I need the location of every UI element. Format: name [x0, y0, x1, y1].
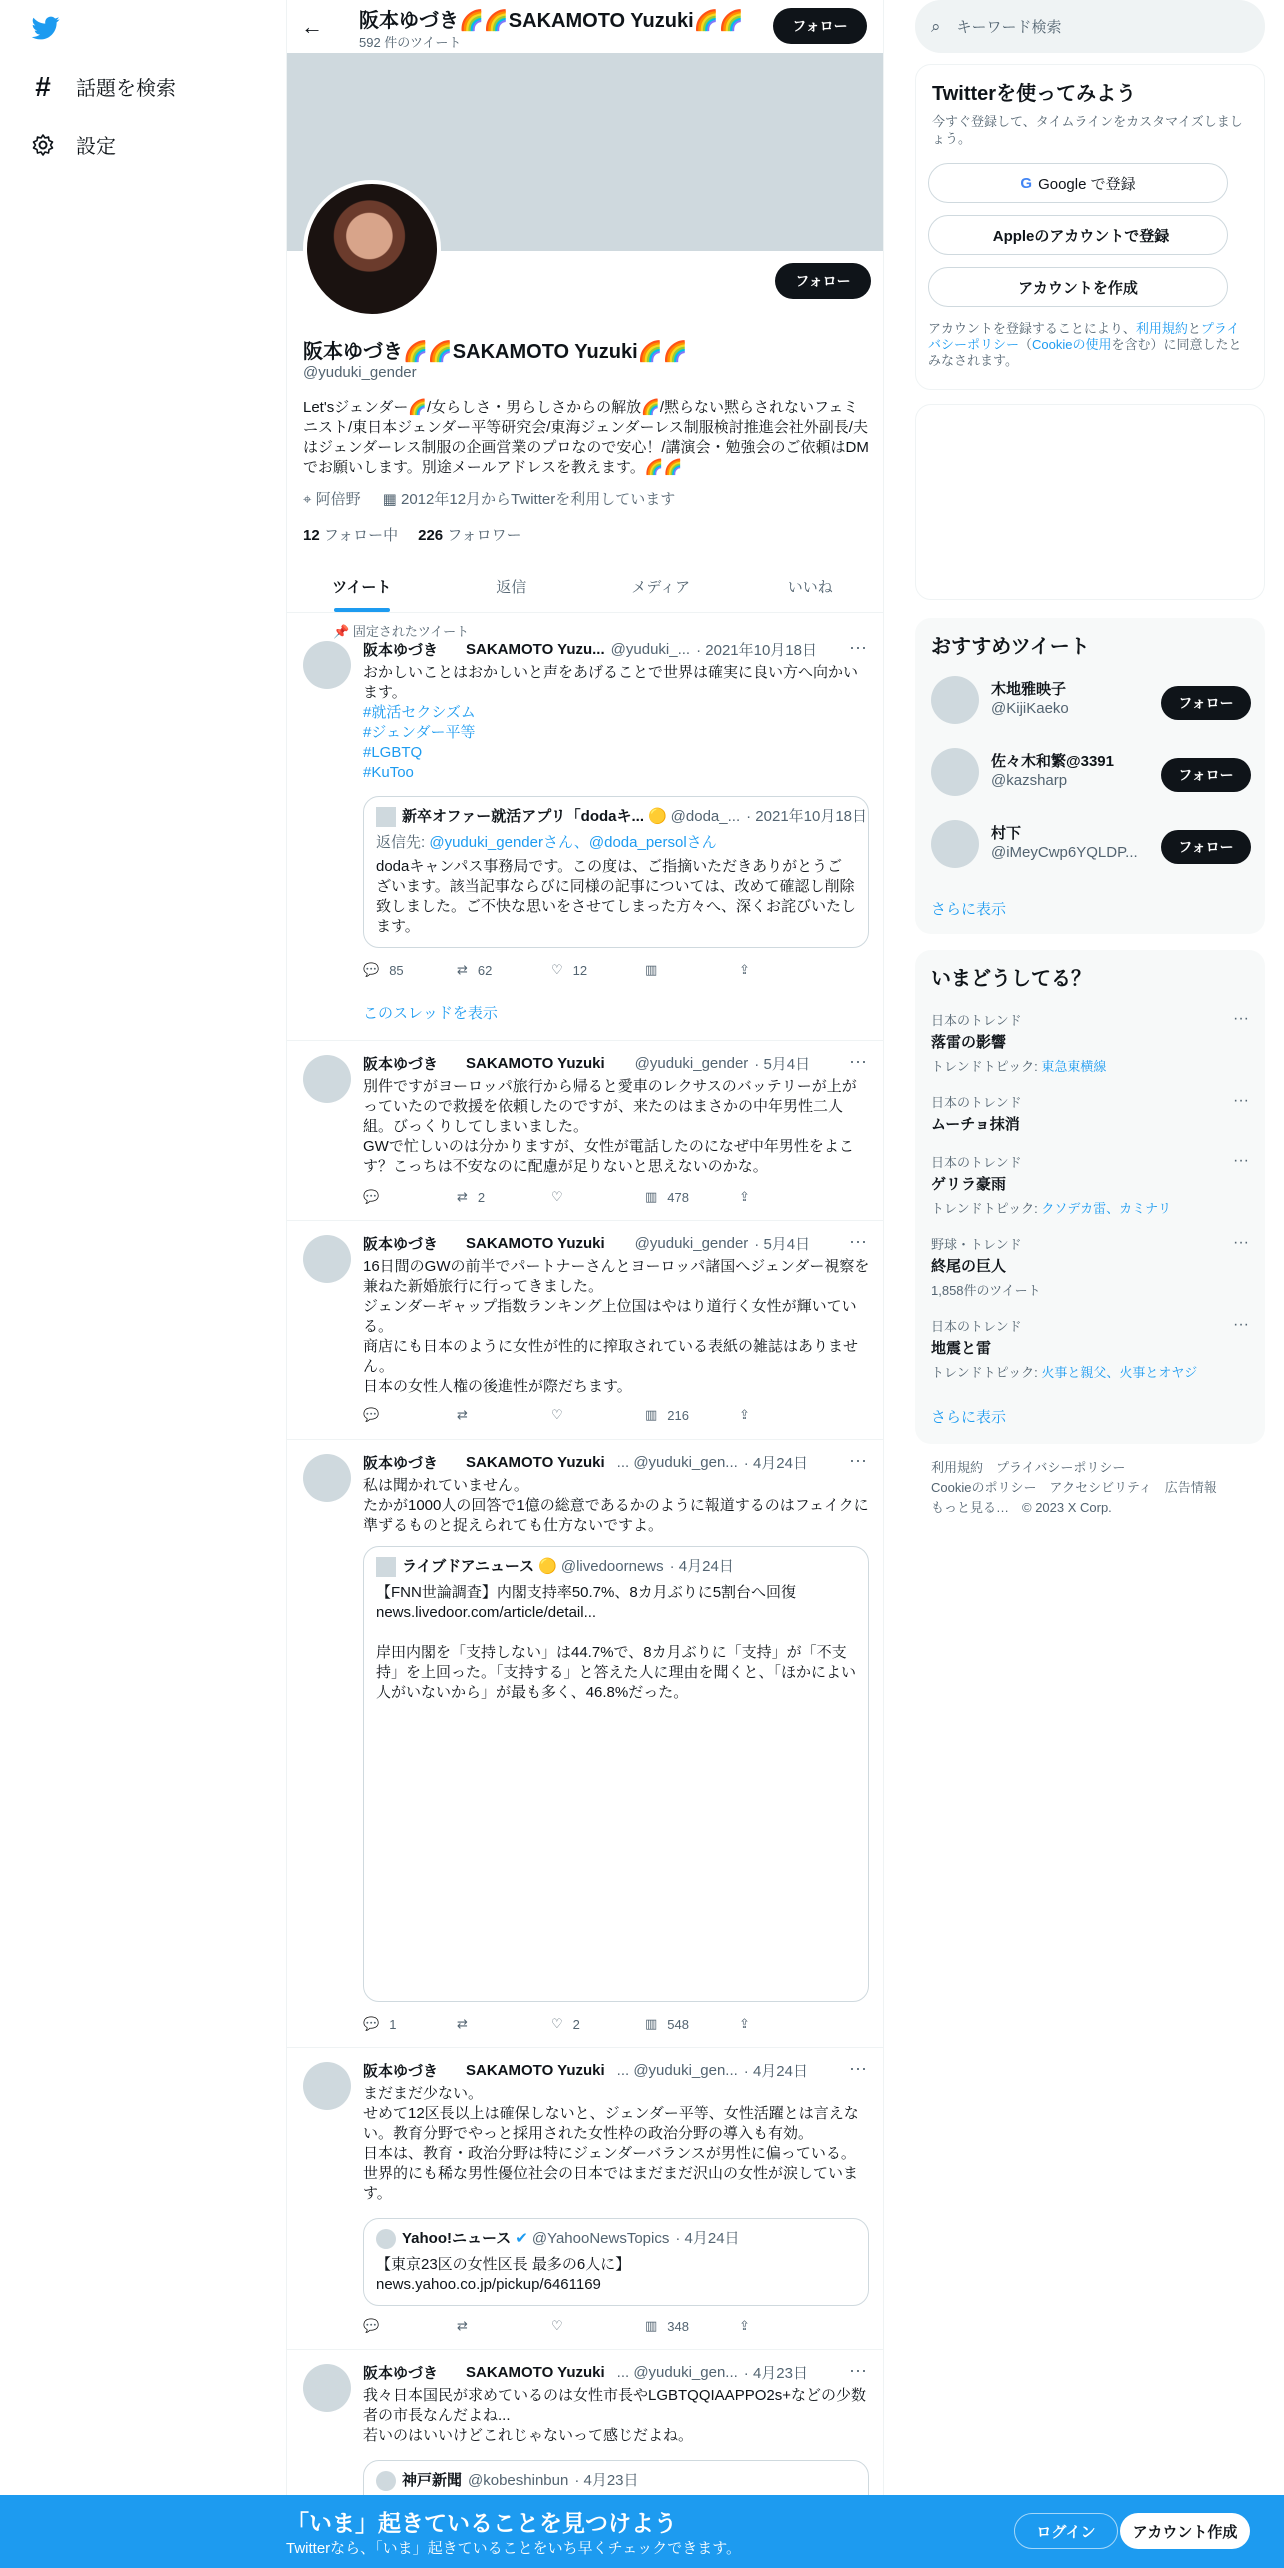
legal-text: アカウントを登録することにより、	[928, 321, 1136, 336]
profile-meta	[303, 488, 675, 509]
privacy-link[interactable]: プライバシーポリシー	[928, 321, 1240, 352]
signup-subtitle: 今すぐ登録して、タイムラインをカスタマイズしましょう。	[932, 114, 1243, 146]
profile-name: 阪本ゆづき🌈🌈SAKAMOTO Yuzuki🌈🌈	[303, 341, 688, 363]
show-more-link[interactable]: さらに表示	[931, 1409, 1007, 1426]
like-button[interactable]	[551, 1407, 645, 1423]
quote-date: · 2021年10月18日	[746, 808, 868, 825]
quote-text: dodaキャンパス事務局です。この度は、ご指摘いただきありがとうございます。該当記事ならびに同様の記事については、改めて確認し削除致しました。ご不快な思いをさせてしまった方々へ、深くお詫びいたします。	[376, 858, 857, 935]
profile-follow-stats	[303, 524, 522, 545]
author-name-2[interactable]: SAKAMOTO Yuzuki	[466, 1454, 605, 1471]
recommend-title: おすすめツイート	[931, 636, 1090, 658]
reply-button[interactable]	[363, 962, 457, 978]
more-icon[interactable]: ···	[1233, 1092, 1249, 1109]
like-button[interactable]	[551, 2016, 645, 2032]
profile-bio: Let'sジェンダー🌈/女らしさ・男らしさからの解放🌈/黙らない黙らされないフェミニスト/東日本ジェンダー平等研究会/東海ジェンダーレス制服検討推進会社外副長/夫はジェンダーレス制服の企画営業のプロなので安心！/講演会・勉強会のご依頼はDMでお願いします。別途メールアドレスを教えます。🌈🌈	[303, 399, 869, 476]
tweet-header	[363, 1452, 849, 1473]
user-handle: @kazsharp	[991, 772, 1068, 789]
retweet-button[interactable]	[457, 2318, 551, 2334]
follow-button[interactable]: フォロー	[775, 263, 871, 299]
author-name[interactable]: 阪本ゆづき	[363, 1236, 439, 1253]
signup-button[interactable]: アカウント作成	[1120, 2513, 1250, 2549]
bar-chart-icon: ▥	[645, 2318, 658, 2333]
terms-link[interactable]: 利用規約	[1135, 321, 1188, 336]
trend-topic-link[interactable]: 火事と親父、火事とオヤジ	[1041, 1365, 1198, 1380]
tweet-date[interactable]: · 5月4日	[754, 1056, 811, 1073]
quote-author: Yahoo!ニュース	[402, 2230, 512, 2247]
reply-button[interactable]	[363, 1189, 457, 1205]
tweet-date[interactable]: · 4月24日	[743, 1455, 808, 1472]
like-button[interactable]	[551, 962, 645, 978]
retweet-icon: ⇄	[457, 2016, 468, 2031]
quote-author: ライブドアニュース	[402, 1558, 535, 1575]
cookie-link[interactable]: Cookieの使用	[1032, 337, 1112, 352]
avatar[interactable]	[931, 676, 979, 724]
tweet-text: 16日間のGWの前半でパートナーさんとヨーロッパ諸国へジェンダー視察を兼ねた新婚旅行に行ってきました。 ジェンダーギャップ指数ランキング上位国はやはり道行く女性が輝いている。 商店にも日本のように女性が性的に搾取されている表紙の雑誌はありません。 日本の女性人権の後進性が際だちます。	[363, 1258, 870, 1395]
trend-context: 日本のトレンド	[931, 1095, 1022, 1110]
avatar[interactable]	[303, 1235, 351, 1283]
retweet-icon: ⇄	[457, 2318, 468, 2333]
author-name[interactable]: 阪本ゆづき	[363, 2365, 439, 2382]
signup-bottom-bar	[0, 2495, 1284, 2568]
quoted-tweet[interactable]	[363, 2218, 869, 2306]
legal-and: と	[1187, 321, 1201, 336]
reply-prefix: 返信先:	[376, 834, 430, 851]
user-handle: @iMeyCwp6YQLDP...	[991, 844, 1138, 861]
trend-topic-link[interactable]: 東急東横線	[1041, 1059, 1107, 1074]
google-signup-label: Google で登録	[1038, 175, 1136, 193]
reply-count: 85	[389, 962, 404, 978]
share-icon[interactable]: ⇪	[739, 2016, 750, 2031]
heart-icon: ♡	[551, 1189, 563, 1204]
trend-title: ムーチョ抹消	[931, 1116, 1020, 1133]
retweet-button[interactable]	[457, 1407, 551, 1423]
quote-handle: @doda_...	[670, 808, 741, 825]
following-count: 12	[303, 527, 320, 544]
footer-line[interactable]: もっと見る… © 2023 X Corp.	[931, 1500, 1112, 1515]
more-icon[interactable]: ···	[849, 637, 867, 657]
more-icon[interactable]: ···	[1233, 1152, 1249, 1169]
tweet-actions	[363, 2318, 803, 2334]
quote-author: 新卒オファー就活アプリ「dodaキ...	[402, 808, 644, 825]
location-text: 阿倍野	[315, 491, 361, 508]
views-button[interactable]	[645, 2318, 739, 2334]
avatar[interactable]	[931, 748, 979, 796]
apple-signup-label: Appleのアカウントで登録	[992, 227, 1170, 245]
trend-sub	[931, 1198, 1249, 1217]
back-arrow-icon[interactable]: ←	[301, 14, 323, 39]
trend-item[interactable]	[931, 1152, 1249, 1217]
verified-badge-icon: 🟡	[647, 808, 667, 825]
views-button[interactable]	[645, 1407, 739, 1423]
signup-legal	[928, 321, 1248, 369]
author-name[interactable]: 阪本ゆづき	[363, 1056, 439, 1073]
profile-avatar[interactable]	[303, 180, 441, 318]
trend-sub	[931, 1362, 1249, 1381]
user-name: 木地雅映子	[991, 681, 1067, 698]
view-count: 216	[667, 1407, 689, 1423]
followers-label: フォロワー	[447, 527, 522, 544]
hashtag-link[interactable]: #ジェンダー平等	[363, 724, 476, 741]
signup-card	[915, 64, 1265, 390]
gear-icon	[30, 132, 56, 158]
tab-replies[interactable]: 返信	[496, 578, 527, 596]
user-name: 村下	[991, 825, 1022, 842]
show-thread-link[interactable]: このスレッドを表示	[363, 1005, 498, 1022]
views-button[interactable]	[645, 962, 739, 978]
quote-avatar	[376, 2229, 396, 2249]
nav-explore-label: 話題を検索	[76, 78, 176, 100]
heart-icon: ♡	[551, 2318, 563, 2333]
trends-card	[915, 950, 1265, 1444]
more-icon[interactable]: ···	[849, 1231, 867, 1251]
author-handle[interactable]: ... @yuduki_gen...	[616, 2062, 738, 2079]
quote-header	[376, 2229, 740, 2249]
bar-chart-icon: ▥	[645, 962, 658, 977]
profile-handle: @yuduki_gender	[303, 364, 417, 381]
more-icon[interactable]: ···	[849, 2058, 867, 2078]
avatar[interactable]	[303, 1055, 351, 1103]
share-icon[interactable]: ⇪	[739, 1189, 750, 1204]
signup-title: Twitterを使ってみよう	[932, 83, 1137, 105]
quote-text: 【東京23区の女性区長 最多の6人に】 news.yahoo.co.jp/pickup/6461169	[376, 2256, 631, 2293]
trend-title: 落雷の影響	[931, 1034, 1007, 1051]
author-name[interactable]: 阪本ゆづき	[363, 642, 439, 659]
trend-title: 終尾の巨人	[931, 1258, 1007, 1275]
reply-button[interactable]	[363, 2016, 457, 2032]
views-button[interactable]	[645, 2016, 739, 2032]
quote-handle: @kobeshinbun	[468, 2472, 569, 2489]
retweet-icon: ⇄	[457, 962, 468, 977]
tweet-text: 別件ですがヨーロッパ旅行から帰ると愛車のレクサスのバッテリーが上がっていたので救援を依頼したのですが、来たのはまさかの中年男性二人組。びっくりしてしまいました。 GWで忙しいのは分かりますが、女性が電話したのになぜ中年男性をよこす？こっちは不安なのに配慮が足りないと思えないのかな。	[363, 1078, 857, 1175]
author-name[interactable]: 阪本ゆづき	[363, 2063, 439, 2080]
tweet-text: 我々日本国民が求めているのは女性市長やLGBTQQIAAPPO2s+などの少数者の市長なんだよね... 若いのはいいけどこれじゃないって感じだよね。	[363, 2387, 866, 2444]
tweet-actions	[363, 1189, 803, 1205]
legal-paren: （	[1019, 337, 1033, 352]
trend-title: 地震と雷	[931, 1340, 992, 1357]
tweet[interactable]	[287, 1041, 884, 1221]
profile-tabs	[287, 560, 884, 613]
reply-button[interactable]	[363, 2318, 457, 2334]
retweet-icon: ⇄	[457, 1189, 468, 1204]
tweet-header	[363, 2060, 849, 2081]
author-name-2[interactable]: SAKAMOTO Yuzuki	[466, 2364, 605, 2381]
user-name: 佐々木和繁@3391	[991, 753, 1114, 770]
pin-icon: 📌	[333, 624, 353, 639]
apple-signup-button[interactable]	[928, 215, 1228, 255]
quote-date: · 4月24日	[675, 2230, 740, 2247]
follow-button[interactable]: フォロー	[1161, 758, 1251, 792]
author-name-2[interactable]: SAKAMOTO Yuzu...	[466, 641, 605, 658]
profile-location	[303, 488, 361, 509]
share-icon[interactable]: ⇪	[739, 962, 750, 977]
trend-context: 日本のトレンド	[931, 1155, 1022, 1170]
quote-reply-line	[376, 833, 717, 853]
login-button[interactable]: ログイン	[1014, 2513, 1118, 2549]
author-handle[interactable]: ... @yuduki_gen...	[616, 2364, 738, 2381]
avatar[interactable]	[303, 641, 351, 689]
author-handle[interactable]: @yuduki_gender	[634, 1235, 749, 1252]
like-count: 2	[572, 2016, 580, 2032]
quote-handle: @livedoornews	[560, 1558, 664, 1575]
view-count: 548	[667, 2016, 689, 2032]
profile-joined	[383, 488, 676, 509]
footer-links	[931, 1458, 1217, 1518]
retweet-count: 2	[477, 1189, 486, 1205]
tweet-header	[363, 639, 849, 660]
author-name-2[interactable]: SAKAMOTO Yuzuki	[466, 1235, 605, 1252]
tweet[interactable]	[287, 2048, 884, 2350]
tweet-date[interactable]: · 4月24日	[743, 2063, 808, 2080]
more-icon[interactable]: ···	[1233, 1316, 1249, 1333]
heart-icon: ♡	[551, 1407, 563, 1422]
google-signup-button[interactable]	[928, 163, 1228, 203]
like-button[interactable]	[551, 2318, 645, 2334]
trends-title: いまどうしてる？	[931, 968, 1091, 990]
more-icon[interactable]: ···	[849, 2360, 867, 2380]
quote-header	[376, 1557, 734, 1577]
create-account-button[interactable]: アカウントを作成	[928, 267, 1228, 307]
trend-item[interactable]	[931, 1092, 1249, 1134]
quote-avatar	[376, 1557, 396, 1577]
quote-header	[376, 2471, 639, 2491]
main-column	[286, 0, 884, 2568]
follow-button[interactable]: フォロー	[1161, 686, 1251, 720]
author-name[interactable]: 阪本ゆづき	[363, 1455, 439, 1472]
view-count: 348	[667, 2318, 689, 2334]
author-handle[interactable]: @yuduki_gender	[634, 1055, 749, 1072]
quote-avatar	[376, 2471, 396, 2491]
hashtag-icon: #	[35, 70, 51, 102]
tweet-header	[363, 2362, 849, 2383]
followers-link[interactable]	[418, 524, 521, 545]
quote-avatar	[376, 807, 396, 827]
legal-text-2: を含む）に同意したとみなされます。	[928, 337, 1242, 368]
hashtag-link[interactable]: #就活セクシズム	[363, 704, 476, 721]
tweet-date[interactable]: · 4月23日	[743, 2365, 808, 2382]
avatar[interactable]	[303, 1454, 351, 1502]
quoted-tweet[interactable]	[363, 1546, 869, 2002]
tweet-date[interactable]: · 5月4日	[754, 1236, 811, 1253]
trend-context: 日本のトレンド	[931, 1319, 1022, 1334]
footer-line[interactable]: Cookieのポリシー アクセシビリティ 広告情報	[931, 1480, 1217, 1495]
more-icon[interactable]: ···	[849, 1450, 867, 1470]
pinned-label	[333, 621, 469, 640]
verified-badge-icon: 🟡	[538, 1558, 557, 1575]
reply-to-link[interactable]: @yuduki_genderさん、@doda_persolさん	[429, 834, 717, 851]
view-count: 478	[667, 1189, 689, 1205]
follow-button[interactable]: フォロー	[1161, 830, 1251, 864]
hashtag-link[interactable]: #KuToo	[363, 764, 414, 781]
reply-icon: 💬	[363, 962, 380, 977]
avatar[interactable]	[303, 2364, 351, 2412]
footer-line[interactable]: 利用規約 プライバシーポリシー	[931, 1460, 1126, 1475]
trend-context: 野球・トレンド	[931, 1237, 1022, 1252]
like-button[interactable]	[551, 1189, 645, 1205]
recommend-card	[915, 618, 1265, 934]
quote-text: 【FNN世論調査】内閣支持率50.7%、8カ月ぶりに5割台へ回復 news.livedoor.com/article/detail... 岸田内閣を「支持しない」は44.7%で、8カ月ぶりに「支持」が「不支持」を上回った。「支持する」と答えた人に理由を聞くと、「ほかによい人がいないから」が最も多く、46.8%だった。	[376, 1584, 857, 1701]
tweet[interactable]	[287, 1440, 884, 2048]
avatar[interactable]	[931, 820, 979, 868]
trend-item[interactable]	[931, 1010, 1249, 1075]
author-handle[interactable]: ... @yuduki_gen...	[616, 1454, 738, 1471]
reply-icon: 💬	[363, 2016, 380, 2031]
twitter-logo-icon[interactable]	[30, 14, 62, 42]
tweet-date[interactable]: · 2021年10月18日	[696, 642, 817, 659]
hashtag-link[interactable]: #LGBTQ	[363, 744, 423, 761]
joined-text: 2012年12月からTwitterを利用しています	[401, 491, 676, 508]
search-input[interactable]: キーワード検索	[956, 19, 1062, 36]
tweet-pinned[interactable]	[287, 613, 884, 1041]
search-box[interactable]	[915, 0, 1265, 53]
location-pin-icon: ⌖	[303, 491, 312, 508]
header-follow-button[interactable]: フォロー	[773, 8, 867, 44]
trend-item[interactable]	[931, 1234, 1249, 1299]
trend-title: ゲリラ豪雨	[931, 1176, 1007, 1193]
trend-context: 日本のトレンド	[931, 1013, 1022, 1028]
tweet-actions	[363, 962, 803, 978]
tweet[interactable]	[287, 1221, 884, 1440]
reply-icon: 💬	[363, 1189, 380, 1204]
verified-badge-icon: ✔	[515, 2230, 528, 2247]
more-icon[interactable]: ···	[849, 1051, 867, 1071]
quote-author: 神戸新聞	[402, 2472, 463, 2489]
reply-button[interactable]	[363, 1407, 457, 1423]
views-button[interactable]	[645, 1189, 739, 1205]
tweet-text: 私は聞かれていません。 たかが1000人の回答で1億の総意であるかのように報道するのはフェイクに準ずるものと捉えられても仕方ないですよ。	[363, 1477, 869, 1534]
retweet-button[interactable]	[457, 962, 551, 978]
author-name-2[interactable]: SAKAMOTO Yuzuki	[466, 1055, 605, 1072]
share-icon[interactable]: ⇪	[739, 2318, 750, 2333]
tweet-actions	[363, 1407, 803, 1423]
tweet-header	[363, 1233, 849, 1254]
nav-settings[interactable]	[30, 130, 116, 159]
calendar-icon: ▦	[382, 491, 397, 508]
recommend-user[interactable]	[931, 742, 1251, 802]
bar-chart-icon: ▥	[645, 1189, 658, 1204]
more-icon[interactable]: ···	[1233, 1234, 1249, 1251]
avatar[interactable]	[303, 2062, 351, 2110]
recommend-user[interactable]	[931, 814, 1251, 874]
trend-tweet-count: 1,858件のツイート	[931, 1283, 1041, 1298]
heart-icon: ♡	[551, 962, 563, 977]
quote-date: · 4月24日	[669, 1558, 734, 1575]
pinned-text: 固定されたツイート	[352, 624, 470, 639]
author-handle[interactable]: @yuduki_...	[610, 641, 691, 658]
trend-topic-link[interactable]: クソデカ雷、カミナリ	[1041, 1201, 1172, 1216]
user-handle: @KijiKaeko	[991, 700, 1069, 717]
following-label: フォロー中	[323, 527, 399, 544]
trend-sub-label: トレンドトピック:	[931, 1365, 1042, 1380]
tweet-hashtags	[363, 703, 871, 783]
author-name-2[interactable]: SAKAMOTO Yuzuki	[466, 2062, 605, 2079]
tweet-text: まだまだ少ない。 せめて12区長以上は確保しないと、ジェンダー平等、女性活躍とは言えない。教育分野でやっと採用された女性枠の政治分野の導入も有効。 日本は、教育・政治分野は特にジェンダーバランスが男性に偏っている。 世界的にも稀な男性優位社会の日本ではまだまだ沢山の女性が涙しています。	[363, 2085, 859, 2202]
following-link[interactable]	[303, 524, 398, 545]
followers-count: 226	[418, 527, 444, 544]
tweet-text: おかしいことはおかしいと声をあげることで世界は確実に良い方へ向かいます。	[363, 664, 859, 701]
quote-handle: @YahooNewsTopics	[531, 2230, 670, 2247]
bottom-bar-title: 「いま」起きていることを見つけよう	[286, 2510, 677, 2536]
header-tweet-count: 592 件のツイート	[359, 35, 462, 50]
search-icon: ⌕	[931, 16, 941, 36]
trend-sub-label: トレンドトピック:	[931, 1059, 1042, 1074]
trend-item[interactable]	[931, 1316, 1249, 1381]
tab-tweets[interactable]: ツイート	[287, 560, 437, 612]
tweet-actions	[363, 2016, 803, 2032]
reply-count: 1	[389, 2016, 397, 2032]
trend-sub-label: トレンドトピック:	[931, 1201, 1042, 1216]
retweet-button[interactable]	[457, 1189, 551, 1205]
quote-header	[376, 807, 867, 827]
tweet-header	[363, 1053, 849, 1074]
quote-date: · 4月23日	[574, 2472, 639, 2489]
like-count: 12	[572, 962, 588, 978]
show-more-link[interactable]: さらに表示	[931, 901, 1007, 918]
retweet-count: 62	[477, 962, 493, 978]
tab-likes[interactable]: いいね	[787, 578, 833, 596]
header-profile-name: 阪本ゆづき🌈🌈SAKAMOTO Yuzuki🌈🌈	[359, 10, 744, 32]
retweet-button[interactable]	[457, 2016, 551, 2032]
nav-explore[interactable]	[30, 72, 176, 101]
more-icon[interactable]: ···	[1233, 1010, 1249, 1027]
bottom-bar-subtitle: Twitterなら、「いま」起きていることをいち早くチェックできます。	[286, 2540, 742, 2557]
quoted-tweet[interactable]	[363, 796, 869, 948]
share-icon[interactable]: ⇪	[739, 1407, 750, 1422]
heart-icon: ♡	[551, 2016, 563, 2031]
google-icon: G	[1020, 174, 1033, 192]
reply-icon: 💬	[363, 1407, 380, 1422]
reply-icon: 💬	[363, 2318, 380, 2333]
trend-sub	[931, 1056, 1249, 1075]
tab-media[interactable]: メディア	[631, 578, 691, 596]
bar-chart-icon: ▥	[645, 1407, 658, 1422]
bar-chart-icon: ▥	[645, 2016, 658, 2031]
recommend-user[interactable]	[931, 670, 1251, 730]
nav-settings-label: 設定	[76, 136, 116, 158]
profile-header-bar	[287, 0, 884, 53]
retweet-icon: ⇄	[457, 1407, 468, 1422]
empty-card	[915, 404, 1265, 600]
